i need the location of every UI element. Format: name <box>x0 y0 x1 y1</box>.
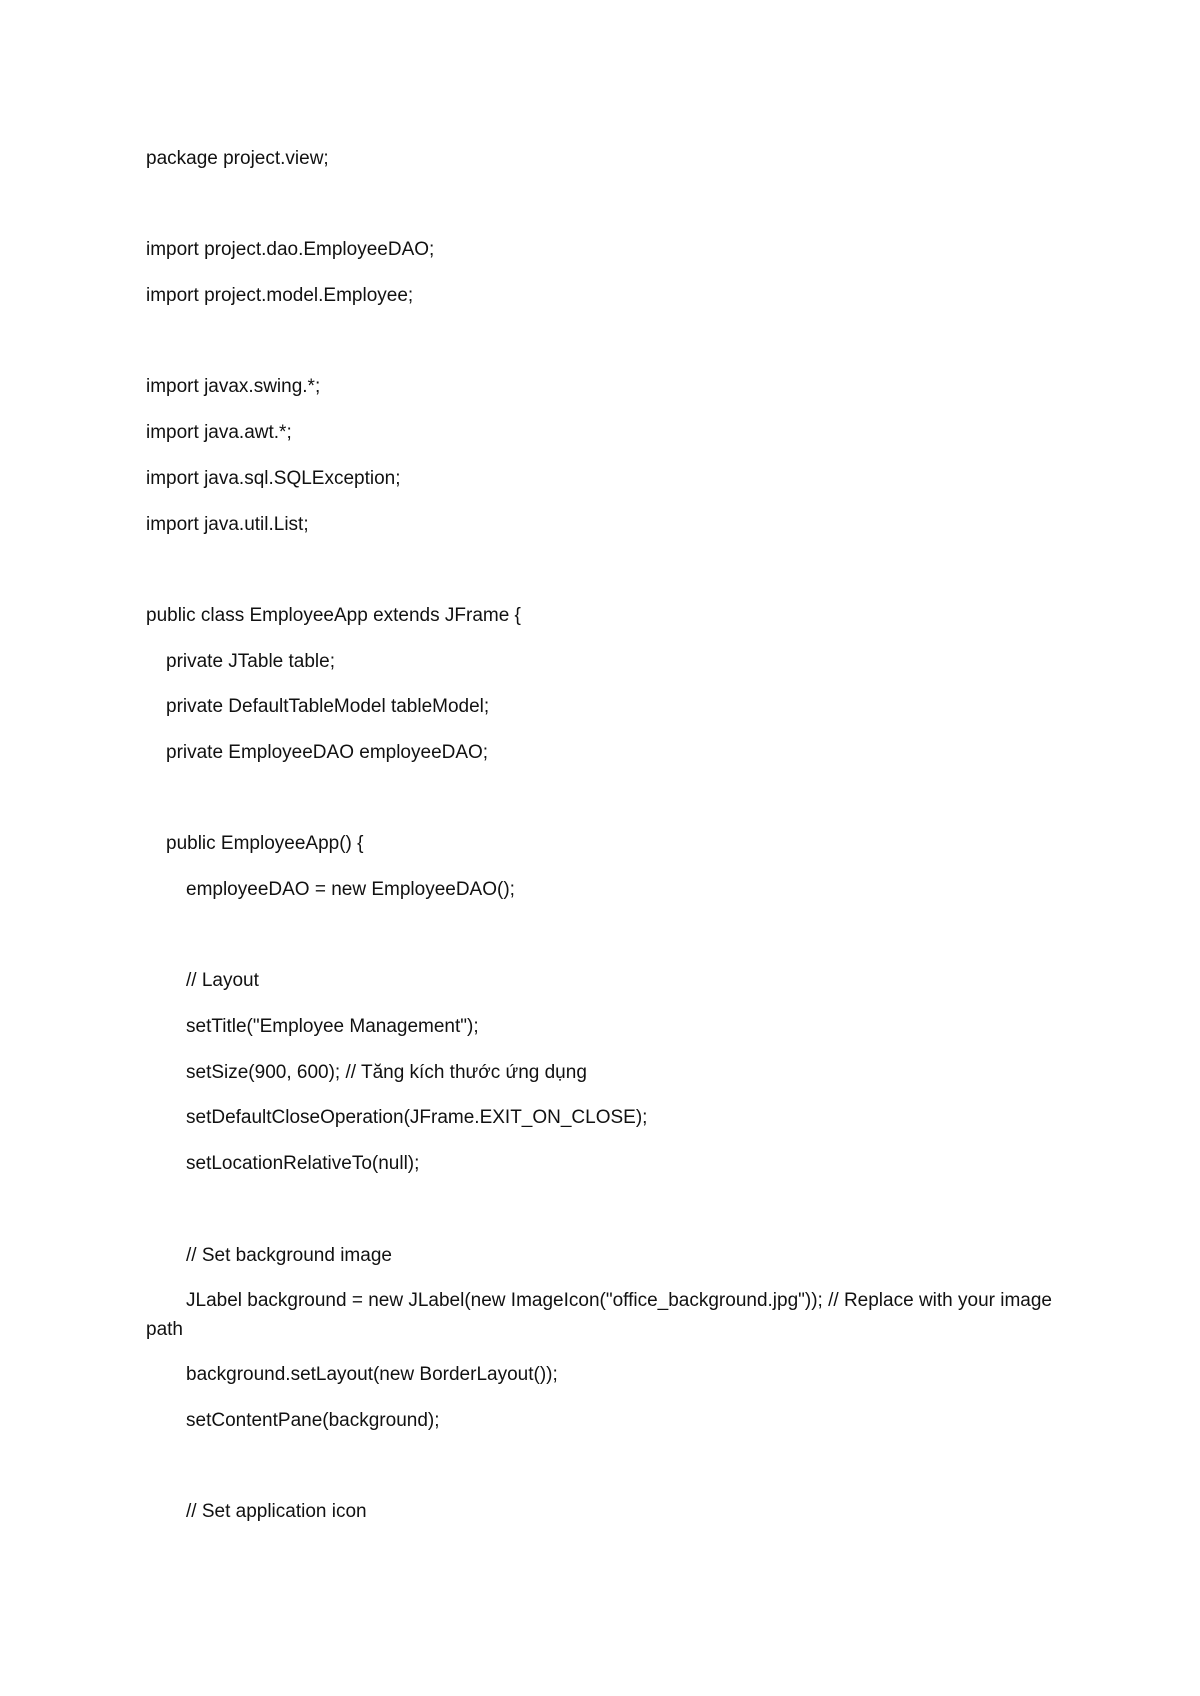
code-listing <box>146 144 1066 1543</box>
code-line: import project.model.Employee; <box>146 285 414 307</box>
code-line: private EmployeeDAO employeeDAO; <box>166 741 489 763</box>
code-comment: // Set background image <box>186 1244 392 1266</box>
code-comment: // Layout <box>186 970 259 992</box>
code-line: import java.awt.*; <box>146 422 292 444</box>
blank-line <box>146 921 1066 967</box>
code-line-wrapped <box>146 1286 1066 1344</box>
blank-line <box>146 784 1066 830</box>
code-line: private DefaultTableModel tableModel; <box>166 696 490 718</box>
blank-line <box>146 1452 1066 1498</box>
code-line: public class EmployeeApp extends JFrame { <box>146 604 521 626</box>
code-line: setContentPane(background); <box>186 1409 440 1431</box>
code-line: public EmployeeApp() { <box>166 833 364 855</box>
code-comment: // Set application icon <box>186 1501 367 1523</box>
blank-line <box>146 190 1066 236</box>
blank-line <box>146 327 1066 373</box>
code-line-text: JLabel background = new JLabel(new ImageIcon("office_background.jpg")); // Replace with your image path <box>146 1290 1052 1341</box>
code-line: setLocationRelativeTo(null); <box>186 1153 420 1175</box>
code-line: import java.util.List; <box>146 513 309 535</box>
code-line: import java.sql.SQLException; <box>146 467 401 489</box>
code-line: background.setLayout(new BorderLayout()); <box>186 1364 558 1386</box>
code-line: setTitle("Employee Management"); <box>186 1016 479 1038</box>
code-line: import project.dao.EmployeeDAO; <box>146 239 435 261</box>
code-line: import javax.swing.*; <box>146 376 321 398</box>
code-line: setDefaultCloseOperation(JFrame.EXIT_ON_CLOSE); <box>186 1107 648 1129</box>
blank-line <box>146 1195 1066 1241</box>
code-line: private JTable table; <box>166 650 335 672</box>
code-line: employeeDAO = new EmployeeDAO(); <box>186 879 515 900</box>
blank-line <box>146 555 1066 601</box>
code-line: package project.view; <box>146 148 329 169</box>
code-line: setSize(900, 600); // Tăng kích thước ứng dụng <box>186 1061 587 1083</box>
